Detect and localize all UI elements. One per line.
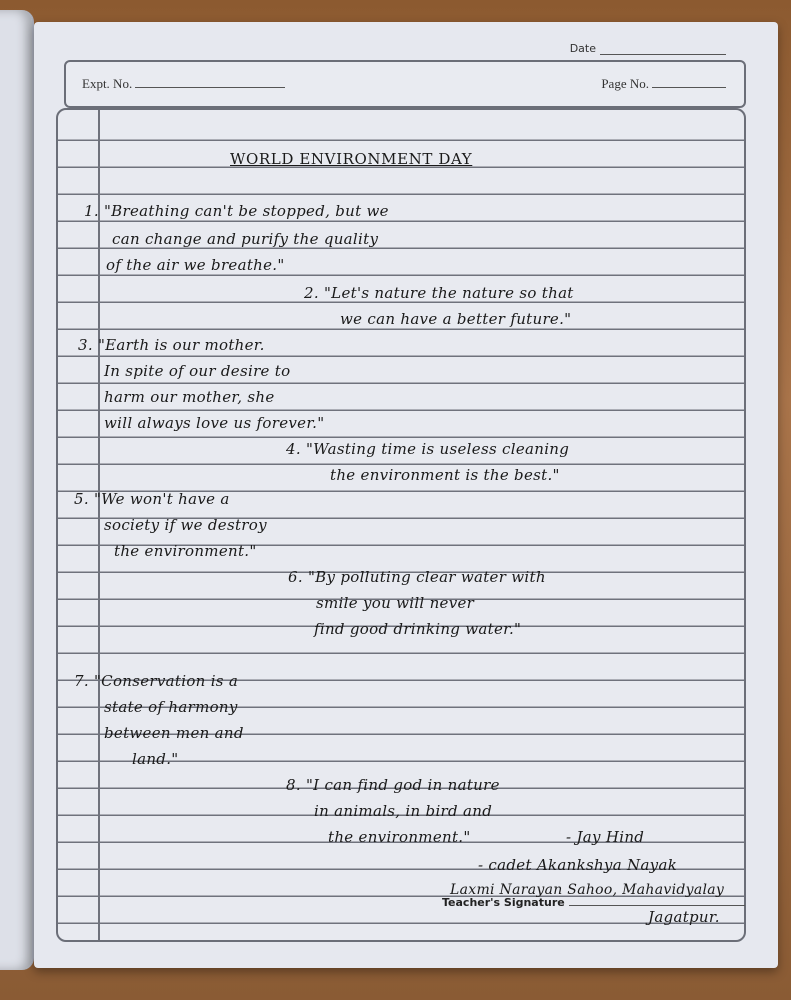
expt-no-blank-line — [135, 87, 285, 88]
college-location: Jagatpur. — [648, 908, 720, 926]
notebook-page — [34, 22, 778, 968]
handwritten-line: between men and — [104, 724, 244, 742]
handwritten-line: 5. "We won't have a — [74, 490, 230, 508]
expt-no-field — [82, 76, 285, 92]
expt-no-label: Expt. No. — [82, 76, 133, 91]
handwritten-line: state of harmony — [104, 698, 238, 716]
handwritten-line: in animals, in bird and — [314, 802, 493, 820]
closing-jay-hind: - Jay Hind — [566, 828, 645, 846]
handwritten-line: land." — [132, 750, 179, 768]
page-no-blank-line — [652, 87, 726, 88]
handwritten-line: 7. "Conservation is a — [74, 672, 239, 690]
handwritten-line: find good drinking water." — [314, 620, 522, 638]
handwritten-line: the environment." — [114, 542, 257, 560]
handwritten-line: 3. "Earth is our mother. — [78, 336, 265, 354]
college-name: Laxmi Narayan Sahoo, Mahavidyalay — [450, 882, 725, 898]
handwritten-line: 2. "Let's nature the nature so that — [304, 284, 574, 302]
ruled-writing-area — [56, 108, 746, 942]
handwritten-line: society if we destroy — [104, 516, 267, 534]
handwritten-line: the environment is the best." — [330, 466, 560, 484]
handwritten-line: we can have a better future." — [340, 310, 572, 328]
handwritten-line: can change and purify the quality — [112, 230, 379, 248]
handwritten-line: the environment." — [328, 828, 471, 846]
page-title: WORLD ENVIRONMENT DAY — [230, 150, 473, 168]
handwritten-line: 6. "By polluting clear water with — [288, 568, 546, 586]
handwritten-line: will always love us forever." — [104, 414, 325, 432]
date-field — [570, 42, 726, 55]
teacher-signature-field — [442, 896, 745, 909]
handwritten-line: In spite of our desire to — [104, 362, 291, 380]
header-box — [64, 60, 746, 108]
teacher-signature-label: Teacher's Signature — [442, 896, 565, 909]
margin-line — [98, 110, 100, 940]
date-blank-line — [600, 54, 726, 55]
page-no-label: Page No. — [601, 76, 649, 91]
handwritten-line: 1. "Breathing can't be stopped, but we — [84, 202, 389, 220]
left-page-edge — [0, 10, 34, 970]
handwritten-line: 4. "Wasting time is useless cleaning — [286, 440, 570, 458]
date-label: Date — [569, 42, 596, 55]
handwritten-line: of the air we breathe." — [106, 256, 285, 274]
teacher-signature-blank-line — [569, 905, 745, 906]
handwritten-line: harm our mother, she — [104, 388, 275, 406]
page-no-field — [601, 76, 726, 92]
author-name: - cadet Akankshya Nayak — [478, 856, 678, 874]
handwritten-line: 8. "I can find god in nature — [286, 776, 500, 794]
handwritten-line: smile you will never — [316, 594, 475, 612]
